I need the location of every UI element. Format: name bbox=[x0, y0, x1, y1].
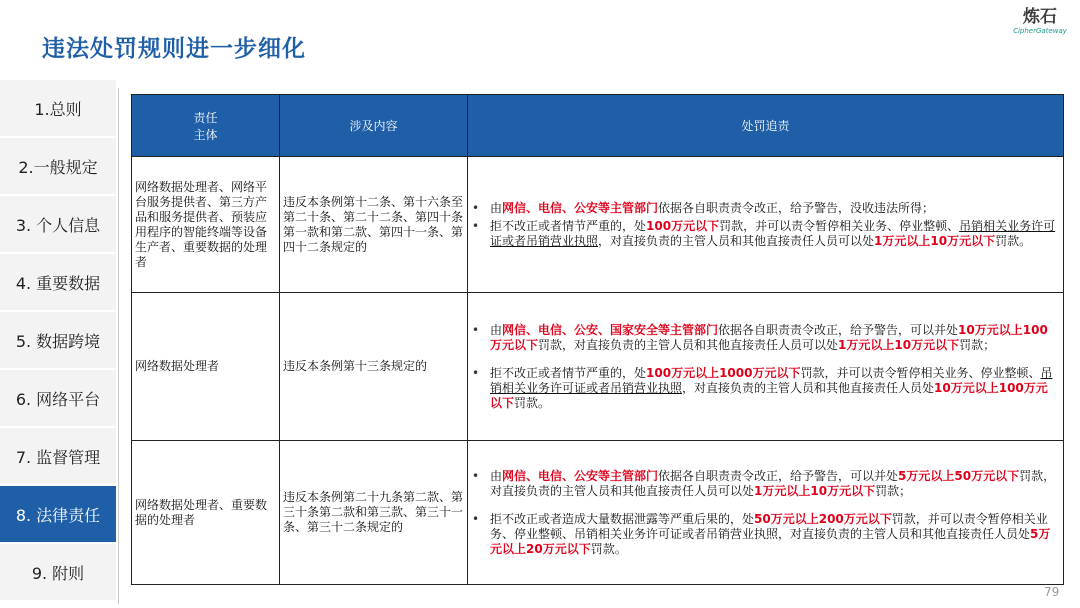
header-content: 涉及内容 bbox=[280, 95, 468, 157]
highlight-text: 5万元以上20万元以下 bbox=[490, 526, 1051, 556]
page-number: 79 bbox=[1044, 585, 1060, 599]
text-segment: 罚款，对直接负责的主管人员和其他直接责任人员可以处 bbox=[538, 337, 839, 352]
cell-penalty bbox=[468, 293, 1064, 441]
logo-english-text: CipherGateway bbox=[1013, 27, 1067, 35]
text-segment: ，对直接负责的主管人员和其他直接责任人员处 bbox=[682, 380, 935, 395]
highlight-text: 1万元以上10万元以下 bbox=[754, 483, 876, 498]
text-segment: 依据各自职责责令改正，给予警告，可以并处 bbox=[718, 322, 959, 337]
sidebar-item-5[interactable]: 5. 数据跨境 bbox=[0, 312, 116, 370]
text-segment: 拒不改正或者造成大量数据泄露等严重后果的，处 bbox=[490, 511, 755, 526]
penalty-item bbox=[490, 219, 1058, 249]
header-subject: 责任 主体 bbox=[132, 95, 280, 157]
sidebar-item-6[interactable]: 6. 网络平台 bbox=[0, 370, 116, 428]
text-segment: 由 bbox=[490, 200, 503, 215]
penalty-list bbox=[490, 469, 1058, 557]
text-segment: 罚款。 bbox=[590, 541, 627, 556]
highlight-text: 100万元以下 bbox=[646, 218, 720, 233]
penalty-item bbox=[490, 469, 1058, 499]
highlight-text: 网信、电信、公安、国家安全等主管部门 bbox=[502, 322, 719, 337]
highlight-text: 100万元以上1000万元以下 bbox=[646, 365, 801, 380]
underlined-text: 吊销相关业务许可证或者吊销营业执照 bbox=[490, 365, 1053, 395]
highlight-text: 5万元以上50万元以下 bbox=[898, 468, 1020, 483]
cell-penalty bbox=[468, 157, 1064, 293]
highlight-text: 网信、电信、公安等主管部门 bbox=[502, 200, 659, 215]
highlight-text: 网信、电信、公安等主管部门 bbox=[502, 468, 659, 483]
penalty-item bbox=[490, 512, 1058, 557]
text-segment: 由 bbox=[490, 322, 503, 337]
penalty-table-container bbox=[131, 94, 1063, 584]
cell-content: 违反本条例第十三条规定的 bbox=[280, 293, 468, 441]
brand-logo bbox=[1008, 8, 1072, 36]
sidebar-item-8[interactable]: 8. 法律责任 bbox=[0, 486, 116, 544]
highlight-text: 1万元以上10万元以下 bbox=[838, 337, 960, 352]
text-segment: 拒不改正或者情节严重的，处 bbox=[490, 365, 647, 380]
highlight-text: 1万元以上10万元以下 bbox=[874, 233, 996, 248]
highlight-text: 10万元以上100万元以下 bbox=[490, 380, 1048, 410]
penalty-item bbox=[490, 323, 1058, 353]
table-row bbox=[132, 293, 1064, 441]
text-segment: 罚款。 bbox=[514, 395, 551, 410]
cell-subject: 网络数据处理者 bbox=[132, 293, 280, 441]
header-penalty: 处罚追责 bbox=[468, 95, 1064, 157]
text-segment: ，对直接负责的主管人员和其他直接责任人员可以处 bbox=[598, 233, 875, 248]
penalty-item bbox=[490, 366, 1058, 411]
page-title: 违法处罚规则进一步细化 bbox=[42, 36, 306, 62]
sidebar-item-2[interactable]: 2.一般规定 bbox=[0, 138, 116, 196]
cell-subject: 网络数据处理者、重要数据的处理者 bbox=[132, 441, 280, 585]
sidebar-item-7[interactable]: 7. 监督管理 bbox=[0, 428, 116, 486]
text-segment: 罚款； bbox=[875, 483, 912, 498]
sidebar-item-9[interactable]: 9. 附则 bbox=[0, 544, 116, 602]
logo-chinese-text: 炼石 bbox=[1023, 7, 1057, 27]
underlined-text: 吊销相关业务许可证或者吊销营业执照 bbox=[490, 218, 1056, 248]
highlight-text: 10万元以上100万元以下 bbox=[490, 322, 1048, 352]
sidebar-divider bbox=[118, 88, 119, 604]
penalty-table bbox=[131, 94, 1064, 585]
text-segment: 罚款，并可以责令暂停相关业务、停业整顿、 bbox=[800, 365, 1041, 380]
table-row bbox=[132, 441, 1064, 585]
cell-subject: 网络数据处理者、网络平台服务提供者、第三方产品和服务提供者、预装应用程序的智能终端等设备生产者、重要数据的处理者 bbox=[132, 157, 280, 293]
table-header-row bbox=[132, 95, 1064, 157]
highlight-text: 50万元以上200万元以下 bbox=[754, 511, 892, 526]
penalty-item bbox=[490, 201, 1058, 216]
penalty-list bbox=[490, 201, 1058, 249]
penalty-list bbox=[490, 323, 1058, 411]
text-segment: 拒不改正或者情节严重的，处 bbox=[490, 218, 647, 233]
text-segment: 罚款； bbox=[959, 337, 996, 352]
chapter-sidebar bbox=[0, 80, 116, 608]
cell-penalty bbox=[468, 441, 1064, 585]
cell-content: 违反本条例第二十九条第二款、第三十条第二款和第三款、第三十一条、第三十二条规定的 bbox=[280, 441, 468, 585]
sidebar-item-3[interactable]: 3. 个人信息 bbox=[0, 196, 116, 254]
text-segment: 罚款，对直接负责的主管人员和其他直接责任人员可以处 bbox=[490, 468, 1056, 498]
text-segment: 罚款。 bbox=[995, 233, 1032, 248]
sidebar-item-4[interactable]: 4. 重要数据 bbox=[0, 254, 116, 312]
text-segment: 罚款，并可以责令暂停相关业务、停业整顿、 bbox=[719, 218, 960, 233]
table-row bbox=[132, 157, 1064, 293]
text-segment: 罚款，并可以责令暂停相关业务、停业整顿、吊销相关业务许可证或者吊销营业执照，对直接负责的主管人员和其他直接责任人员处 bbox=[490, 511, 1048, 541]
text-segment: 依据各自职责责令改正，给予警告，没收违法所得； bbox=[658, 200, 935, 215]
text-segment: 依据各自职责责令改正，给予警告，可以并处 bbox=[658, 468, 899, 483]
sidebar-item-1[interactable]: 1.总则 bbox=[0, 80, 116, 138]
cell-content: 违反本条例第十二条、第十六条至第二十条、第二十二条、第四十条第一款和第二款、第四十一条、第四十二条规定的 bbox=[280, 157, 468, 293]
table-body bbox=[132, 157, 1064, 585]
text-segment: 由 bbox=[490, 468, 503, 483]
